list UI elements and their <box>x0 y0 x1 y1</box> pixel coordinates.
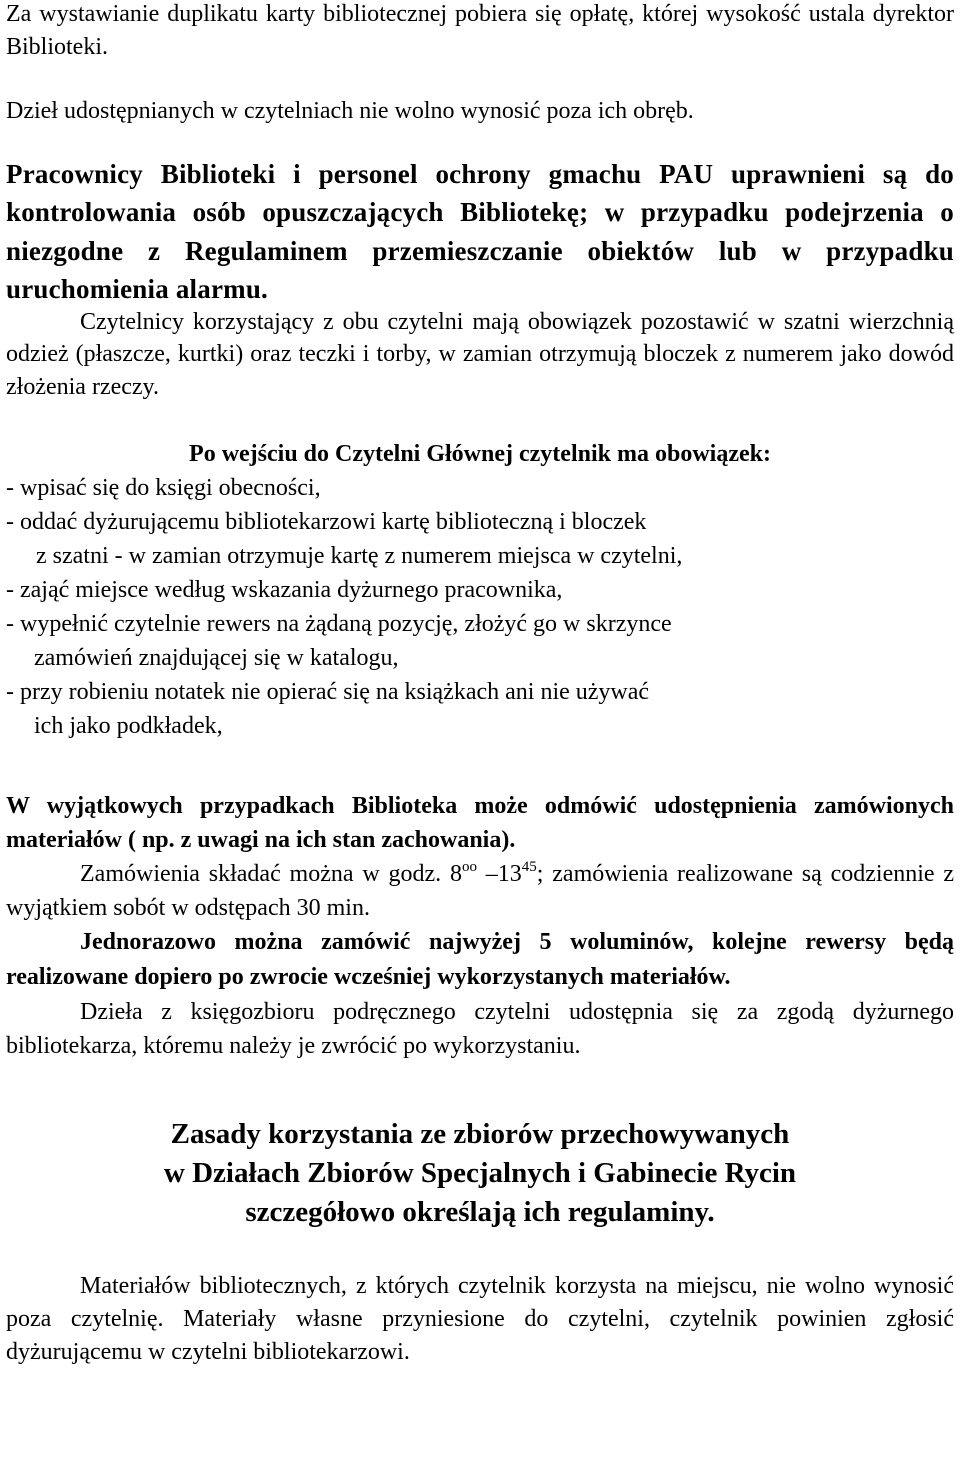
special-collections-line-3: szczegółowo określają ich regulaminy. <box>245 1196 715 1228</box>
special-collections-line-1: Zasady korzystania ze zbiorów przechowywanych <box>170 1118 790 1150</box>
list-item-continuation: ich jako podkładek, <box>34 713 223 739</box>
no-removal-paragraph: Dzieł udostępnianych w czytelniach nie wolno wynosić poza ich obręb. <box>6 98 694 124</box>
list-item: - wpisać się do księgi obecności, <box>6 475 321 501</box>
control-paragraph: Pracownicy Biblioteki i personel ochrony gmachu PAU uprawnieni są do kontrolowania osób opuszczających Bibliotekę; w przypadku podejrzenia o niezgodne z Regulaminem przemieszczanie obiektów lub w przypadku uruchomienia alarmu. <box>6 158 954 304</box>
cloakroom-paragraph: Czytelnicy korzystający z obu czytelni mają obowiązek pozostawić w szatni wierzchnią odzież (płaszcze, kurtki) oraz teczki i torby, w zamian otrzymują bloczek z numerem jako dowód złożenia rzeczy. <box>6 308 954 400</box>
duplicate-card-paragraph: Za wystawianie duplikatu karty bibliotecznej pobiera się opłatę, której wysokość ustala dyrektor Biblioteki. <box>6 1 954 60</box>
order-hours-prefix: Zamówienia składać można w godz. 8 <box>80 861 462 887</box>
list-item: - wypełnić czytelnie rewers na żądaną pozycję, złożyć go w skrzynce <box>6 611 672 637</box>
reference-collection-paragraph: Dzieła z księgozbioru podręcznego czytelni udostępnia się za zgodą dyżurnego bibliotekarza, któremu należy je zwrócić po wykorzystaniu. <box>6 999 954 1059</box>
order-hours-suffix: ; zamówienia realizowane są codziennie z wyjątkiem sobót w odstępach 30 min. <box>6 861 955 921</box>
main-reading-room-heading: Po wejściu do Czytelni Głównej czytelnik ma obowiązek: <box>189 441 771 467</box>
list-item: - przy robieniu notatek nie opierać się na książkach ani nie używać <box>6 679 650 705</box>
obligations-list <box>6 471 954 743</box>
list-item: - oddać dyżurującemu bibliotekarzowi kartę biblioteczną i bloczek <box>6 509 647 535</box>
own-materials-paragraph: Materiałów bibliotecznych, z których czytelnik korzysta na miejscu, nie wolno wynosić poza czytelnię. Materiały własne przyniesione do czytelni, czytelnik powinien zgłosić dyżurującemu w czytelni bibliotekarzowi. <box>6 1273 954 1365</box>
special-collections-line-2: w Działach Zbiorów Specjalnych i Gabinecie Rycin <box>163 1157 797 1189</box>
list-item-continuation: zamówień znajdującej się w katalogu, <box>34 645 399 671</box>
list-item: - zająć miejsce według wskazania dyżurnego pracownika, <box>6 577 563 603</box>
volume-limit-paragraph: Jednorazowo można zamówić najwyżej 5 woluminów, kolejne rewersy będą realizowane dopiero po zwrocie wcześniej wykorzystanych materiałów. <box>6 929 954 990</box>
special-collections-heading <box>6 1115 954 1232</box>
refusal-paragraph: W wyjątkowych przypadkach Biblioteka może odmówić udostępnienia zamówionych materiałów ( np. z uwagi na ich stan zachowania). <box>6 793 954 853</box>
order-hours-paragraph <box>6 857 954 925</box>
order-hours-end: –13 <box>476 861 522 887</box>
document-page <box>6 0 954 1369</box>
order-hours-start-minutes: oo <box>461 859 477 875</box>
list-item-continuation: z szatni - w zamian otrzymuje kartę z numerem miejsca w czytelni, <box>36 543 683 569</box>
order-hours-end-minutes: 45 <box>521 859 537 875</box>
